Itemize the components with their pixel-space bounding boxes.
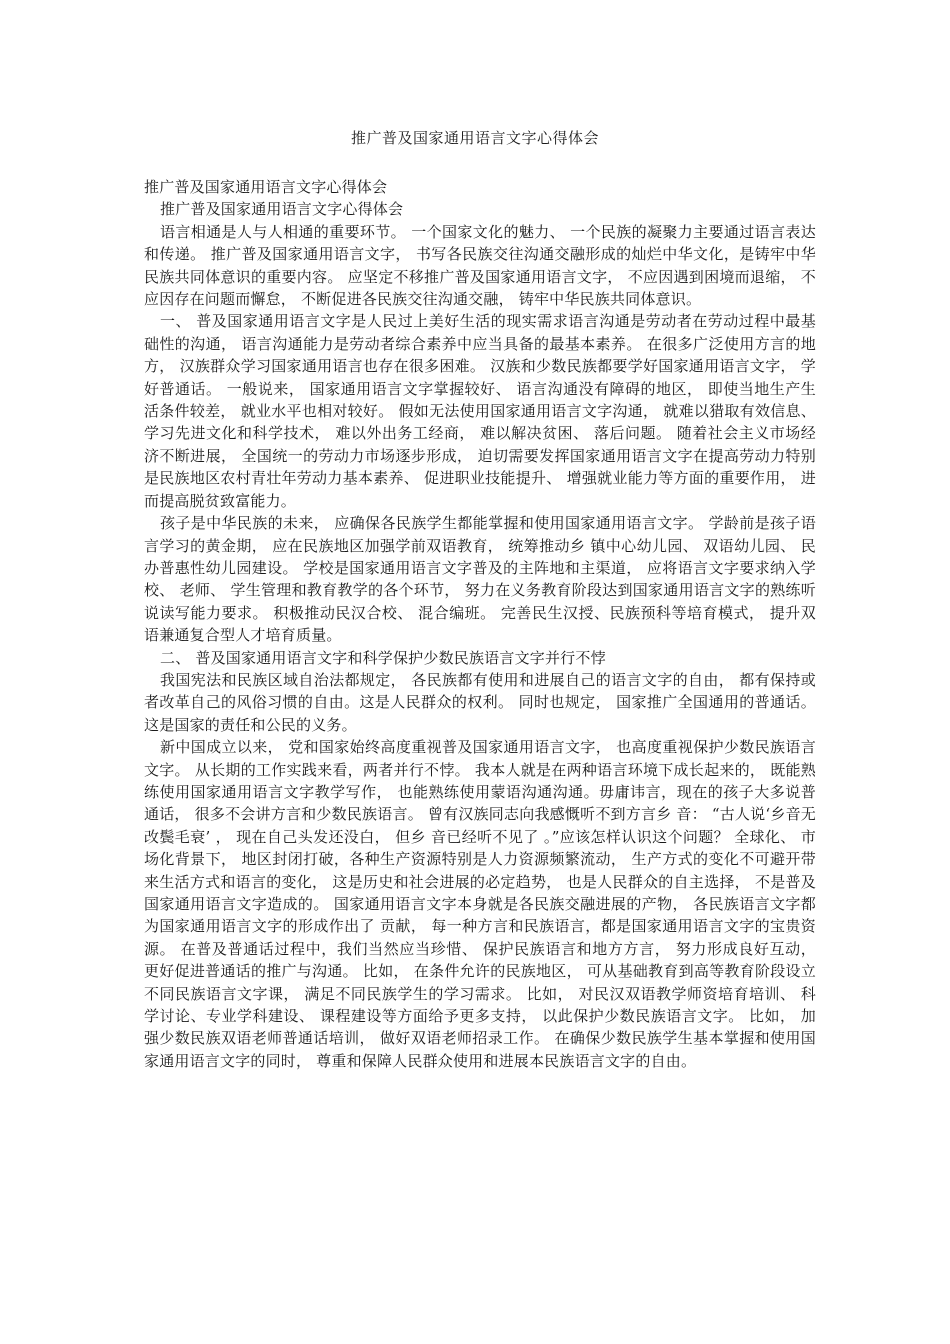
paragraph-intro: 语言相通是人与人相通的重要环节。 一个国家文化的魅力、 一个民族的凝聚力主要通过语言表达和传递。 推广普及国家通用语言文字， 书写各民族交往沟通交融形成的灿烂中华文化，是铸牢中华民族共同体意识的重要内容。 应坚定不移推广普及国家通用语言文字， 不应因遇到困境而退缩， 不应因存在问题而懈怠， 不断促进各民族交往沟通交融， 铸牢中华民族共同体意识。: [144, 222, 816, 309]
paragraph-section-one: 一、 普及国家通用语言文字是人民过上美好生活的现实需求语言沟通是劳动者在劳动过程中最基础性的沟通， 语言沟通能力是劳动者综合素养中应当具备的最基本素养。 在很多广泛使用方言的地方， 汉族群众学习国家通用语言也存在很多困难。 汉族和少数民族都要学好国家通用语言文字， 学好普通话。 一般说来， 国家通用语言文字掌握较好、 语言沟通没有障碍的地区， 即使当地生产生活条件较差， 就业水平也相对较好。 假如无法使用国家通用语言文字沟通， 就难以猎取有效信息、 学习先进文化和科学技术， 难以外出务工经商， 难以解决贫困、 落后问题。 随着社会主义市场经济不断进展， 全国统一的劳动力市场逐步形成， 迫切需要发挥国家通用语言文字在提高劳动力特别是民族地区农村青壮年劳动力基本素养、 促进职业技能提升、 增强就业能力等方面的重要作用， 进而提高脱贫致富能力。: [144, 312, 816, 510]
document-body: [144, 176, 816, 1072]
paragraph-children: 孩子是中华民族的未来， 应确保各民族学生都能掌握和使用国家通用语言文字。 学龄前是孩子语言学习的黄金期， 应在民族地区加强学前双语教育， 统筹推动乡 镇中心幼儿园、 双语幼儿园、 民办普惠性幼儿园建设。 学校是国家通用语言文字普及的主阵地和主渠道， 应将语言文字要求纳入学校、 老师、 学生管理和教育教学的各个环节， 努力在义务教育阶段达到国家通用语言文字的熟练听说读写能力要求。 积极推动民汉合校、 混合编班。 完善民生汉授、民族预科等培育模式， 提升双语兼通复合型人才培育质量。: [144, 514, 816, 645]
document-title: 推广普及国家通用语言文字心得体会: [350, 129, 599, 147]
section-heading-two: 二、 普及国家通用语言文字和科学保护少数民族语言文字并行不悖: [160, 648, 606, 667]
body-subheading: 推广普及国家通用语言文字心得体会: [160, 200, 404, 219]
body-heading: 推广普及国家通用语言文字心得体会: [144, 178, 388, 196]
paragraph-constitution: 我国宪法和民族区域自治法都规定， 各民族都有使用和进展自己的语言文字的自由， 都有保持或者改革自己的风俗习惯的自由。这是人民群众的权利。 同时也规定， 国家推广全国通用的普通话。这是国家的责任和公民的义务。: [144, 670, 816, 734]
paragraph-new-china: 新中国成立以来， 党和国家始终高度重视普及国家通用语言文字， 也高度重视保护少数民族语言文字。 从长期的工作实践来看，两者并行不悖。 我本人就是在两种语言环境下成长起来的， 既能熟练使用国家通用语言文字教学写作， 也能熟练使用蒙语沟通沟通。毋庸讳言，现在的孩子大多说普通话， 很多不会讲方言和少数民族语言。 曾有汉族同志向我感慨听不到方言乡 音： “古人说‘乡音无改鬓毛衰’ ， 现在自己头发还没白， 但乡 音已经听不见了 。”应该怎样认识这个问题？ 全球化、 市场化背景下， 地区封闭打破，各种生产资源特别是人力资源频繁流动， 生产方式的变化不可避开带来生活方式和语言的变化， 这是历史和社会进展的必定趋势， 也是人民群众的自主选择， 不是普及国家通用语言文字造成的。 国家通用语言文字本身就是各民族交融进展的产物， 各民族语言文字都为国家通用语言文字的形成作出了 贡献， 每一种方言和民族语言，都是国家通用语言文字的宝贵资源。 在普及普通话过程中，我们当然应当珍惜、 保护民族语言和地方方言， 努力形成良好互动， 更好促进普通话的推广与沟通。 比如， 在条件允许的民族地区， 可从基础教育到高等教育阶段设立不同民族语言文字课， 满足不同民族学生的学习需求。 比如， 对民汉双语教学师资培育培训、 科学讨论、专业学科建设、 课程建设等方面给予更多支持， 以此保护少数民族语言文字。 比如， 加强少数民族双语老师普通话培训， 做好双语老师招录工作。 在确保少数民族学生基本掌握和使用国家通用语言文字的同时， 尊重和保障人民群众使用和进展本民族语言文字的自由。: [144, 738, 816, 1070]
